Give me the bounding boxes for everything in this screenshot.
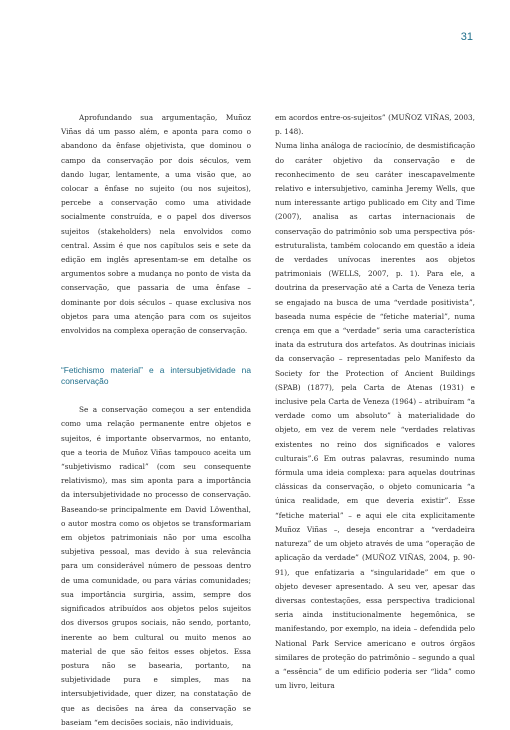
page-number: 31 xyxy=(460,31,473,43)
left-column xyxy=(61,111,251,730)
right-column xyxy=(275,111,475,693)
paragraph: em acordos entre-os-sujeitos” (MUÑOZ VIÑAS, 2003, p. 148). xyxy=(275,113,475,137)
paragraph: Se a conservação começou a ser entendida como uma relação permanente entre objetos e sujeitos, é importante observarmos, no entanto, que a teoria de Muñoz Viñas tampouco aceita um “subjetivismo radical” (com seu consequente relativismo), mas sim aponta para a importância da intersubjetividade no processo de conservação. Baseando-se principalmente em David Löwenthal, o autor mostra como os objetos se transformariam em objetos patrimoniais não por uma escolha subjetiva pessoal, mas devido à sua relevância para um considerável número de pessoas dentro de uma comunidade, ou para várias comunidades; sua importância surgiria, assim, sempre dos significados atribuídos aos objetos pelos sujeitos dos diversos grupos sociais, não sendo, portanto, inerente ao bem cultural ou muito menos ao material de que são feitos esses objetos. Essa postura não se basearia, portanto, na subjetividade pura e simples, mas na intersubjetividade, quer dizer, na constatação de que as decisões na área da conservação se baseiam “em decisões sociais, não individuais, xyxy=(61,405,251,727)
paragraph: Numa linha análoga de raciocínio, de desmistificação do caráter objetivo da conservação e de reconhecimento de seu caráter inescapavelmente relativo e intersubjetivo, caminha Jeremy Wells, que num interessante artigo publicado em City and Time (2007), analisa as cartas internacionais de conservação do patrimônio sob uma perspectiva pós-estruturalista, também colocando em questão a ideia de verdades unívocas inerentes aos objetos patrimoniais (WELLS, 2007, p. 1). Para ele, a doutrina da preservação até a Carta de Veneza teria se engajado na busca de uma “verdade positivista”, baseada numa espécie de “fetiche material”, numa crença em que a “verdade” seria uma característica inata da estrutura dos artefatos. As doutrinas iniciais da conservação – representadas pelo Manifesto da Society for the Protection of Ancient Buildings (SPAB) (1877), pela Carta de Atenas (1931) e inclusive pela Carta de Veneza (1964) – atribuíram “a verdade como um absoluto” à materialidade do objeto, em vez de verem nele “verdades relativas existentes no reino dos significados e valores culturais”.6 Em outras palavras, resumindo numa fórmula uma ideia complexa: para aquelas doutrinas clássicas da conservação, o objeto comunicaria “a única realidade, em que deveria existir”. Esse “fetiche material” – e aqui ele cita explicitamente Muñoz Viñas –, deseja encontrar a “verdadeira natureza” de um objeto através de uma “operação de aplicação da verdade” (MUÑOZ VIÑAS, 2004, p. 90-91), que enfatizaria a “singularidade” em que o objeto deveser apresentado. A seu ver, apesar das diversas contestações, essa perspectiva tradicional seria ainda institucionalmente hegemônica, se manifestando, por exemplo, na ideia – defendida pelo National Park Service americano e outros órgãos similares de proteção do patrimônio – segundo a qual a “essência” de um edifício poderia ser “lida” como um livro, leitura xyxy=(275,141,475,691)
paragraph: Aprofundando sua argumentação, Muñoz Viñas dá um passo além, e aponta para como o abandono da ênfase objetivista, que dominou o campo da conservação por dois séculos, vem dando lugar, lentamente, a uma visão que, ao colocar a ênfase no sujeito (ou nos sujeitos), percebe a conservação como uma atividade socialmente construída, e o papel dos diversos sujeitos (stakeholders) nela envolvidos como central. Assim é que nos capítulos seis e sete da edição em inglês apresentam-se em detalhe os argumentos sobre a mudança no ponto de vista da conservação, que passaria de uma ênfase – dominante por dois séculos – quase exclusiva nos objetos para uma atenção para com os sujeitos envolvidos na complexa operação de conservação. xyxy=(61,113,251,336)
section-heading: “Fetichismo material” e a intersubjetividade na conservação xyxy=(61,365,251,387)
